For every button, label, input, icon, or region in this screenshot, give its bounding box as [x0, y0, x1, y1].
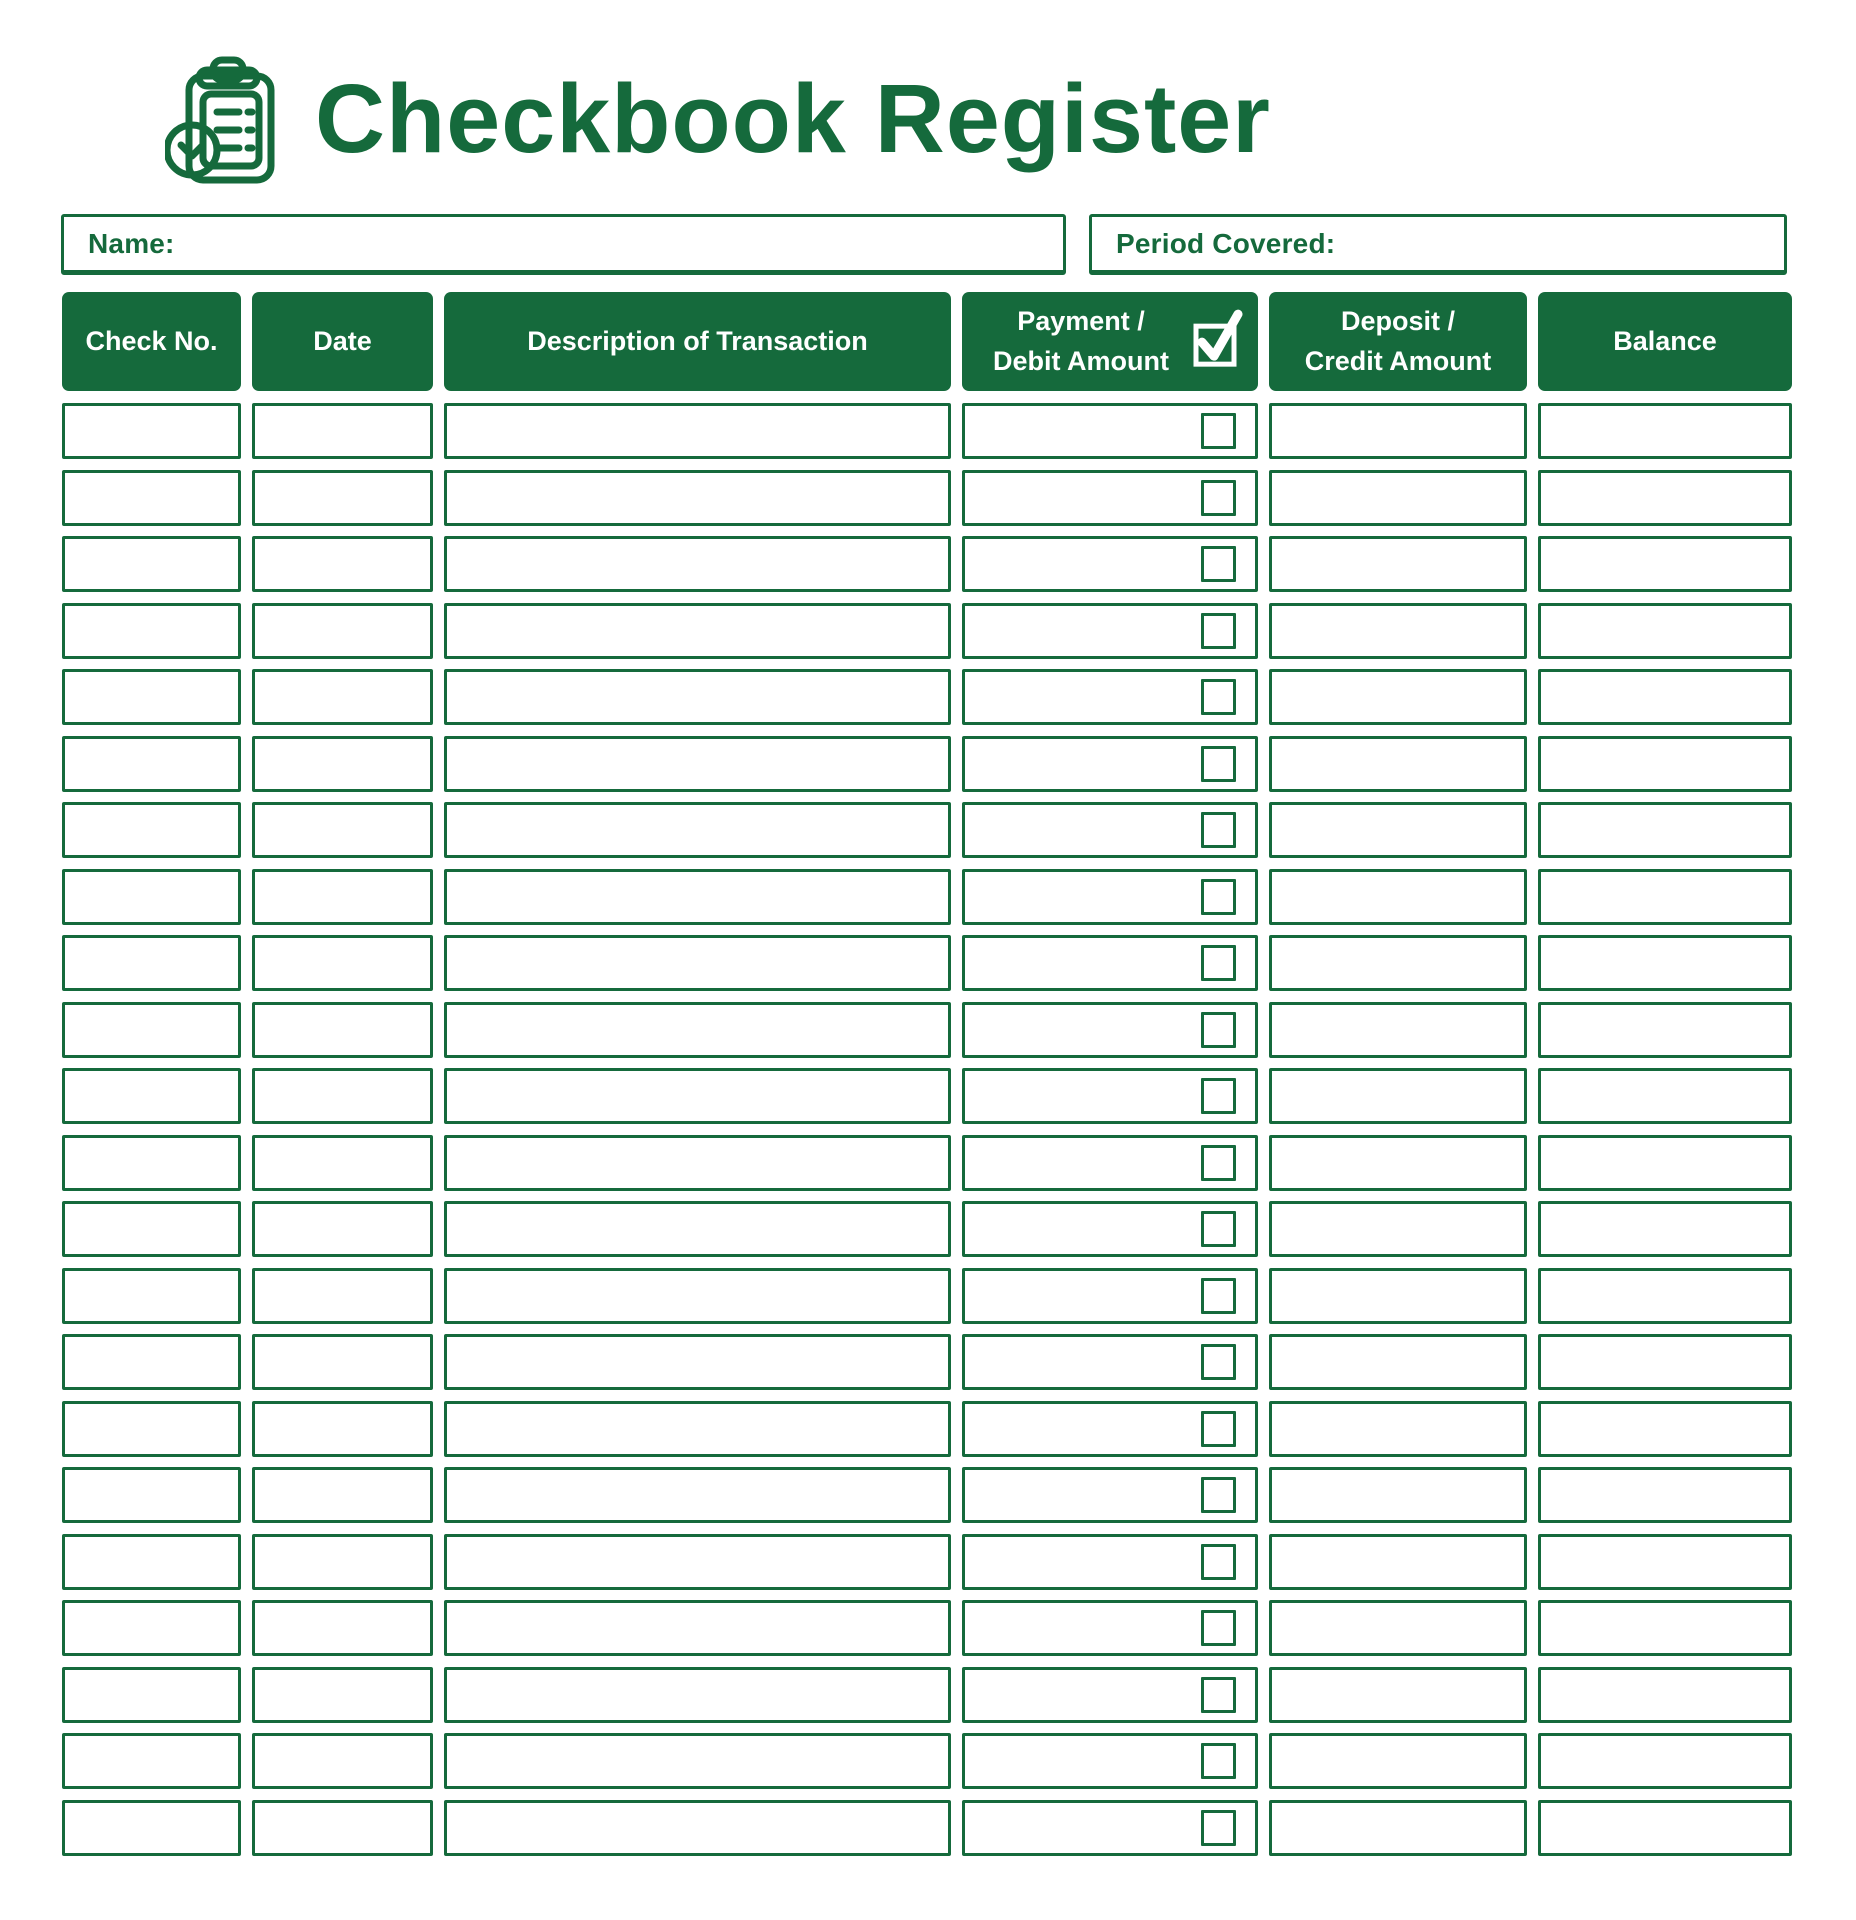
cell-deposit[interactable] [1269, 669, 1527, 725]
cleared-checkbox[interactable] [1201, 1810, 1236, 1846]
cell-check-no[interactable] [62, 1068, 241, 1124]
column-header-label: Check No. [85, 325, 218, 356]
cell-date[interactable] [252, 669, 433, 725]
cell-check-no[interactable] [62, 1600, 241, 1656]
cell-description[interactable] [444, 669, 951, 725]
cell-date[interactable] [252, 1268, 433, 1324]
column-header-date [252, 292, 433, 391]
cell-balance[interactable] [1538, 736, 1792, 792]
register-row [62, 1467, 1856, 1523]
cell-check-no[interactable] [62, 802, 241, 858]
register-row [62, 1002, 1856, 1058]
cell-balance[interactable] [1538, 1002, 1792, 1058]
title-row [165, 56, 1856, 188]
cell-check-no[interactable] [62, 1534, 241, 1590]
register-row [62, 935, 1856, 991]
cell-check-no[interactable] [62, 669, 241, 725]
cell-payment[interactable] [962, 736, 1258, 792]
cell-payment[interactable] [962, 869, 1258, 925]
cell-date[interactable] [252, 536, 433, 592]
register-row [62, 1135, 1856, 1191]
cell-check-no[interactable] [62, 1800, 241, 1856]
cell-date[interactable] [252, 1534, 433, 1590]
cell-date[interactable] [252, 1467, 433, 1523]
column-header-label: Deposit / Credit Amount [1304, 306, 1492, 376]
cleared-checkbox[interactable] [1201, 1544, 1236, 1580]
cell-check-no[interactable] [62, 1667, 241, 1723]
page-title: Checkbook Register [315, 63, 1271, 173]
cell-date[interactable] [252, 1002, 433, 1058]
cleared-checkbox[interactable] [1201, 1677, 1236, 1713]
cell-payment[interactable] [962, 1334, 1258, 1390]
cell-balance[interactable] [1538, 536, 1792, 592]
cell-balance[interactable] [1538, 1135, 1792, 1191]
register-row [62, 1068, 1856, 1124]
cell-payment[interactable] [962, 1002, 1258, 1058]
cell-balance[interactable] [1538, 1268, 1792, 1324]
cell-deposit[interactable] [1269, 470, 1527, 526]
cell-date[interactable] [252, 802, 433, 858]
cell-payment[interactable] [962, 802, 1258, 858]
clipboard-checklist-icon [165, 56, 287, 188]
register-row [62, 470, 1856, 526]
cleared-checkbox[interactable] [1201, 1278, 1236, 1314]
cell-date[interactable] [252, 1600, 433, 1656]
register-row [62, 1268, 1856, 1324]
register-row [62, 1534, 1856, 1590]
cell-payment[interactable] [962, 1733, 1258, 1789]
register-row [62, 1334, 1856, 1390]
cell-deposit[interactable] [1269, 935, 1527, 991]
cleared-checkbox[interactable] [1201, 1477, 1236, 1513]
cell-deposit[interactable] [1269, 802, 1527, 858]
column-header-label: Date [313, 325, 372, 356]
cell-check-no[interactable] [62, 869, 241, 925]
cell-check-no[interactable] [62, 403, 241, 459]
cleared-checkbox[interactable] [1201, 1610, 1236, 1646]
cleared-checkbox[interactable] [1201, 879, 1236, 915]
cell-deposit[interactable] [1269, 1401, 1527, 1457]
column-header-check-no [62, 292, 241, 391]
column-header-deposit-credit [1269, 292, 1527, 391]
cell-check-no[interactable] [62, 736, 241, 792]
cell-payment[interactable] [962, 1534, 1258, 1590]
cleared-checkbox[interactable] [1201, 413, 1236, 449]
cell-balance[interactable] [1538, 802, 1792, 858]
cell-balance[interactable] [1538, 1733, 1792, 1789]
cleared-checkbox[interactable] [1201, 1411, 1236, 1447]
cell-description[interactable] [444, 1135, 951, 1191]
cell-balance[interactable] [1538, 1401, 1792, 1457]
column-header-label: Balance [1613, 325, 1717, 356]
fields-row [61, 214, 1856, 275]
cell-balance[interactable] [1538, 1534, 1792, 1590]
cell-deposit[interactable] [1269, 1467, 1527, 1523]
cell-payment[interactable] [962, 536, 1258, 592]
cell-balance[interactable] [1538, 470, 1792, 526]
cell-check-no[interactable] [62, 1334, 241, 1390]
cell-description[interactable] [444, 1002, 951, 1058]
cleared-checkbox[interactable] [1201, 1078, 1236, 1114]
cell-deposit[interactable] [1269, 1068, 1527, 1124]
cell-payment[interactable] [962, 1800, 1258, 1856]
register-row [62, 1401, 1856, 1457]
cleared-checkbox[interactable] [1201, 1012, 1236, 1048]
column-header-label: Payment / Debit Amount [993, 306, 1169, 376]
cell-description[interactable] [444, 1667, 951, 1723]
table-header [62, 292, 1856, 391]
cell-check-no[interactable] [62, 1401, 241, 1457]
cell-deposit[interactable] [1269, 1667, 1527, 1723]
cell-balance[interactable] [1538, 1334, 1792, 1390]
cell-balance[interactable] [1538, 869, 1792, 925]
cell-check-no[interactable] [62, 1201, 241, 1257]
cell-payment[interactable] [962, 1068, 1258, 1124]
cell-deposit[interactable] [1269, 869, 1527, 925]
cell-description[interactable] [444, 802, 951, 858]
register-row [62, 1733, 1856, 1789]
cell-deposit[interactable] [1269, 736, 1527, 792]
cell-date[interactable] [252, 869, 433, 925]
cell-payment[interactable] [962, 1667, 1258, 1723]
cell-date[interactable] [252, 736, 433, 792]
register-row [62, 536, 1856, 592]
cell-payment[interactable] [962, 1135, 1258, 1191]
cell-check-no[interactable] [62, 935, 241, 991]
cell-check-no[interactable] [62, 1002, 241, 1058]
period-covered-field[interactable] [1089, 214, 1787, 275]
cell-date[interactable] [252, 1401, 433, 1457]
cell-balance[interactable] [1538, 1600, 1792, 1656]
cell-payment[interactable] [962, 1467, 1258, 1523]
cell-check-no[interactable] [62, 1467, 241, 1523]
cell-balance[interactable] [1538, 1201, 1792, 1257]
cell-description[interactable] [444, 935, 951, 991]
cell-date[interactable] [252, 1800, 433, 1856]
cell-description[interactable] [444, 1733, 951, 1789]
cell-deposit[interactable] [1269, 1534, 1527, 1590]
cell-balance[interactable] [1538, 1068, 1792, 1124]
cell-description[interactable] [444, 1600, 951, 1656]
cell-balance[interactable] [1538, 669, 1792, 725]
cell-date[interactable] [252, 1135, 433, 1191]
cleared-checkbox[interactable] [1201, 812, 1236, 848]
cell-deposit[interactable] [1269, 1334, 1527, 1390]
cell-deposit[interactable] [1269, 1800, 1527, 1856]
cell-check-no[interactable] [62, 1268, 241, 1324]
cell-deposit[interactable] [1269, 603, 1527, 659]
cell-description[interactable] [444, 536, 951, 592]
register-row [62, 1667, 1856, 1723]
cell-date[interactable] [252, 935, 433, 991]
cell-check-no[interactable] [62, 1135, 241, 1191]
cell-date[interactable] [252, 603, 433, 659]
cell-balance[interactable] [1538, 403, 1792, 459]
cell-description[interactable] [444, 1068, 951, 1124]
name-label: Name: [88, 227, 175, 259]
cell-payment[interactable] [962, 1401, 1258, 1457]
cell-description[interactable] [444, 1201, 951, 1257]
cleared-checkbox[interactable] [1201, 1145, 1236, 1181]
cleared-checkbox[interactable] [1201, 1211, 1236, 1247]
register-row [62, 669, 1856, 725]
checked-checkbox-icon [1192, 306, 1244, 370]
cell-check-no[interactable] [62, 536, 241, 592]
cleared-checkbox[interactable] [1201, 679, 1236, 715]
cell-balance[interactable] [1538, 603, 1792, 659]
register-row [62, 603, 1856, 659]
cell-deposit[interactable] [1269, 403, 1527, 459]
cell-date[interactable] [252, 470, 433, 526]
cell-deposit[interactable] [1269, 1135, 1527, 1191]
cleared-checkbox[interactable] [1201, 546, 1236, 582]
cell-payment[interactable] [962, 1201, 1258, 1257]
cell-date[interactable] [252, 1334, 433, 1390]
cell-date[interactable] [252, 1201, 433, 1257]
cell-balance[interactable] [1538, 935, 1792, 991]
cell-deposit[interactable] [1269, 1268, 1527, 1324]
register-row [62, 1800, 1856, 1856]
cell-description[interactable] [444, 603, 951, 659]
name-field[interactable] [61, 214, 1066, 275]
cell-check-no[interactable] [62, 603, 241, 659]
cell-payment[interactable] [962, 603, 1258, 659]
cell-description[interactable] [444, 736, 951, 792]
cell-check-no[interactable] [62, 1733, 241, 1789]
cell-deposit[interactable] [1269, 536, 1527, 592]
cell-payment[interactable] [962, 669, 1258, 725]
cleared-checkbox[interactable] [1201, 480, 1236, 516]
cell-payment[interactable] [962, 403, 1258, 459]
cell-description[interactable] [444, 1334, 951, 1390]
cell-description[interactable] [444, 1800, 951, 1856]
cell-description[interactable] [444, 1268, 951, 1324]
cleared-checkbox[interactable] [1201, 1344, 1236, 1380]
cell-check-no[interactable] [62, 470, 241, 526]
register-row [62, 1600, 1856, 1656]
register-row [62, 869, 1856, 925]
cell-deposit[interactable] [1269, 1600, 1527, 1656]
cell-payment[interactable] [962, 935, 1258, 991]
column-header-balance [1538, 292, 1792, 391]
cleared-checkbox[interactable] [1201, 746, 1236, 782]
cell-date[interactable] [252, 1667, 433, 1723]
cell-date[interactable] [252, 1733, 433, 1789]
register-rows [62, 403, 1856, 1856]
column-header-description [444, 292, 951, 391]
column-header-label: Description of Transaction [527, 325, 868, 356]
cell-description[interactable] [444, 1401, 951, 1457]
column-header-payment-debit [962, 292, 1258, 391]
cell-date[interactable] [252, 403, 433, 459]
register-row [62, 403, 1856, 459]
cell-deposit[interactable] [1269, 1201, 1527, 1257]
cell-description[interactable] [444, 403, 951, 459]
cleared-checkbox[interactable] [1201, 1743, 1236, 1779]
cell-description[interactable] [444, 869, 951, 925]
cell-description[interactable] [444, 470, 951, 526]
cell-date[interactable] [252, 1068, 433, 1124]
cell-deposit[interactable] [1269, 1733, 1527, 1789]
cleared-checkbox[interactable] [1201, 945, 1236, 981]
cell-balance[interactable] [1538, 1667, 1792, 1723]
cell-balance[interactable] [1538, 1467, 1792, 1523]
period-covered-label: Period Covered: [1116, 227, 1336, 259]
cell-balance[interactable] [1538, 1800, 1792, 1856]
register-row [62, 736, 1856, 792]
cell-description[interactable] [444, 1534, 951, 1590]
register-row [62, 1201, 1856, 1257]
cell-deposit[interactable] [1269, 1002, 1527, 1058]
cell-payment[interactable] [962, 470, 1258, 526]
cell-payment[interactable] [962, 1600, 1258, 1656]
register-row [62, 802, 1856, 858]
cleared-checkbox[interactable] [1201, 613, 1236, 649]
cell-description[interactable] [444, 1467, 951, 1523]
cell-payment[interactable] [962, 1268, 1258, 1324]
